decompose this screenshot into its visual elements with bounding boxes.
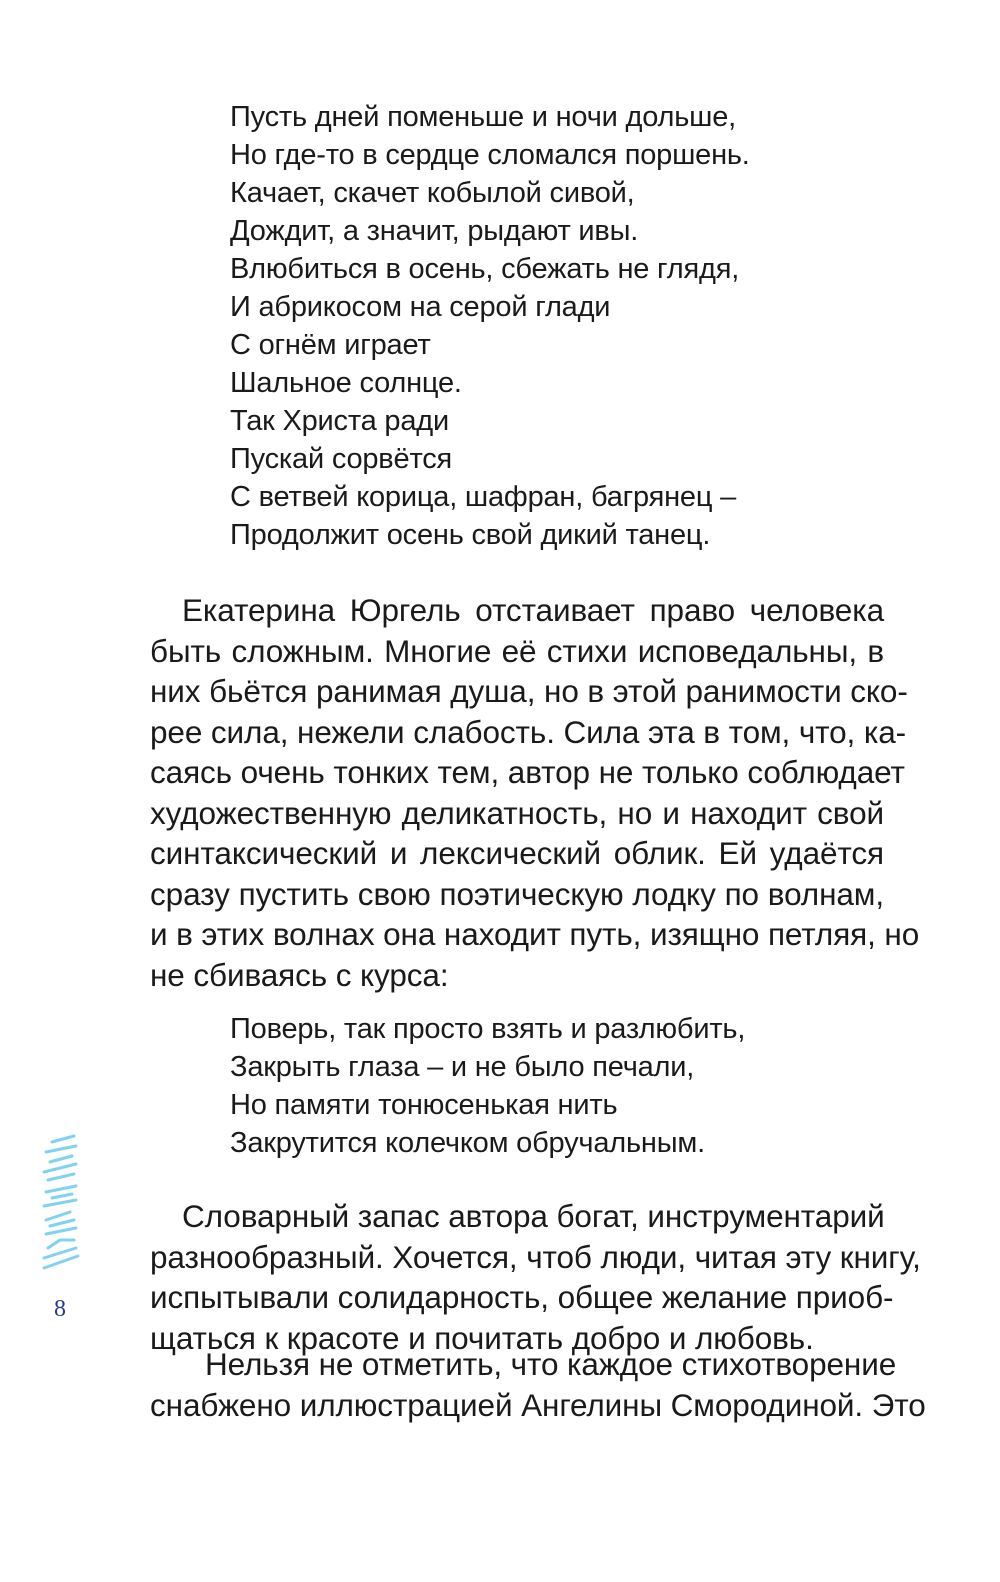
poem-excerpt-2 <box>230 1010 745 1162</box>
poem-line: Шальное солнце. <box>230 367 462 399</box>
paragraph-line: Екатерина Юргель отстаивает право человека <box>182 592 884 628</box>
page-number: 8 <box>54 1296 66 1322</box>
handwritten-logo-icon <box>30 1128 90 1278</box>
paragraph-line: снабжено иллюстрацией Ангелины Смородиной. Это <box>150 1386 926 1423</box>
poem-line: Пускай сорвётся <box>230 443 453 475</box>
poem-line: Закрыть глаза – и не было печали, <box>230 1051 695 1083</box>
paragraph-line: них бьётся ранимая душа, но в этой ранимости ско- <box>150 673 908 709</box>
poem-line: Дождит, а значит, рыдают ивы. <box>230 215 639 247</box>
paragraph-line: не сбиваясь с курса: <box>150 956 449 993</box>
paragraph-line: синтаксический и лексический облик. Ей удаётся <box>150 835 884 871</box>
paragraph-line: рее сила, нежели слабость. Сила эта в том, что, ка- <box>150 713 907 750</box>
poem-line: Продолжит осень свой дикий танец. <box>230 519 711 551</box>
poem-line: Пусть дней поменьше и ночи дольше, <box>230 101 736 133</box>
paragraph-line: Нельзя не отметить, что каждое стихотворение <box>205 1346 897 1382</box>
poem-line: Так Христа ради <box>230 405 449 437</box>
paragraph-line: художественную деликатность, но и находит свой <box>150 794 884 831</box>
paragraph-line: испытывали солидарность, общее желание приоб- <box>150 1279 894 1315</box>
paragraph-1 <box>150 590 920 995</box>
poem-line: И абрикосом на серой глади <box>230 291 611 323</box>
poem-excerpt-1 <box>230 98 750 554</box>
poem-line: Но где-то в сердце сломался поршень. <box>230 139 750 171</box>
paragraph-line: быть сложным. Многие её стихи исповедальны, в <box>150 632 884 669</box>
paragraph-line: саясь очень тонких тем, автор не только соблюдает <box>150 754 905 790</box>
paragraph-line: щаться к красоте и почитать добро и любовь. <box>150 1319 814 1356</box>
paragraph-2 <box>150 1196 921 1358</box>
paragraph-3 <box>150 1344 926 1425</box>
paragraph-line: Словарный запас автора богат, инструментарий <box>182 1198 885 1234</box>
poem-line: Качает, скачет кобылой сивой, <box>230 177 635 209</box>
poem-line: Поверь, так просто взять и разлюбить, <box>230 1013 746 1045</box>
poem-line: Влюбиться в осень, сбежать не глядя, <box>230 253 740 285</box>
poem-line: Закрутится колечком обручальным. <box>230 1127 705 1159</box>
poem-line: Но памяти тонюсенькая нить <box>230 1089 618 1121</box>
paragraph-line: сразу пустить свою поэтическую лодку по волнам, <box>150 875 884 912</box>
poem-line: С ветвей корица, шафран, багрянец – <box>230 481 737 513</box>
paragraph-line: и в этих волнах она находит путь, изящно петляя, но <box>150 916 920 952</box>
paragraph-line: разнообразный. Хочется, чтоб люди, читая эту книгу, <box>150 1238 921 1275</box>
poem-line: С огнём играет <box>230 329 431 361</box>
